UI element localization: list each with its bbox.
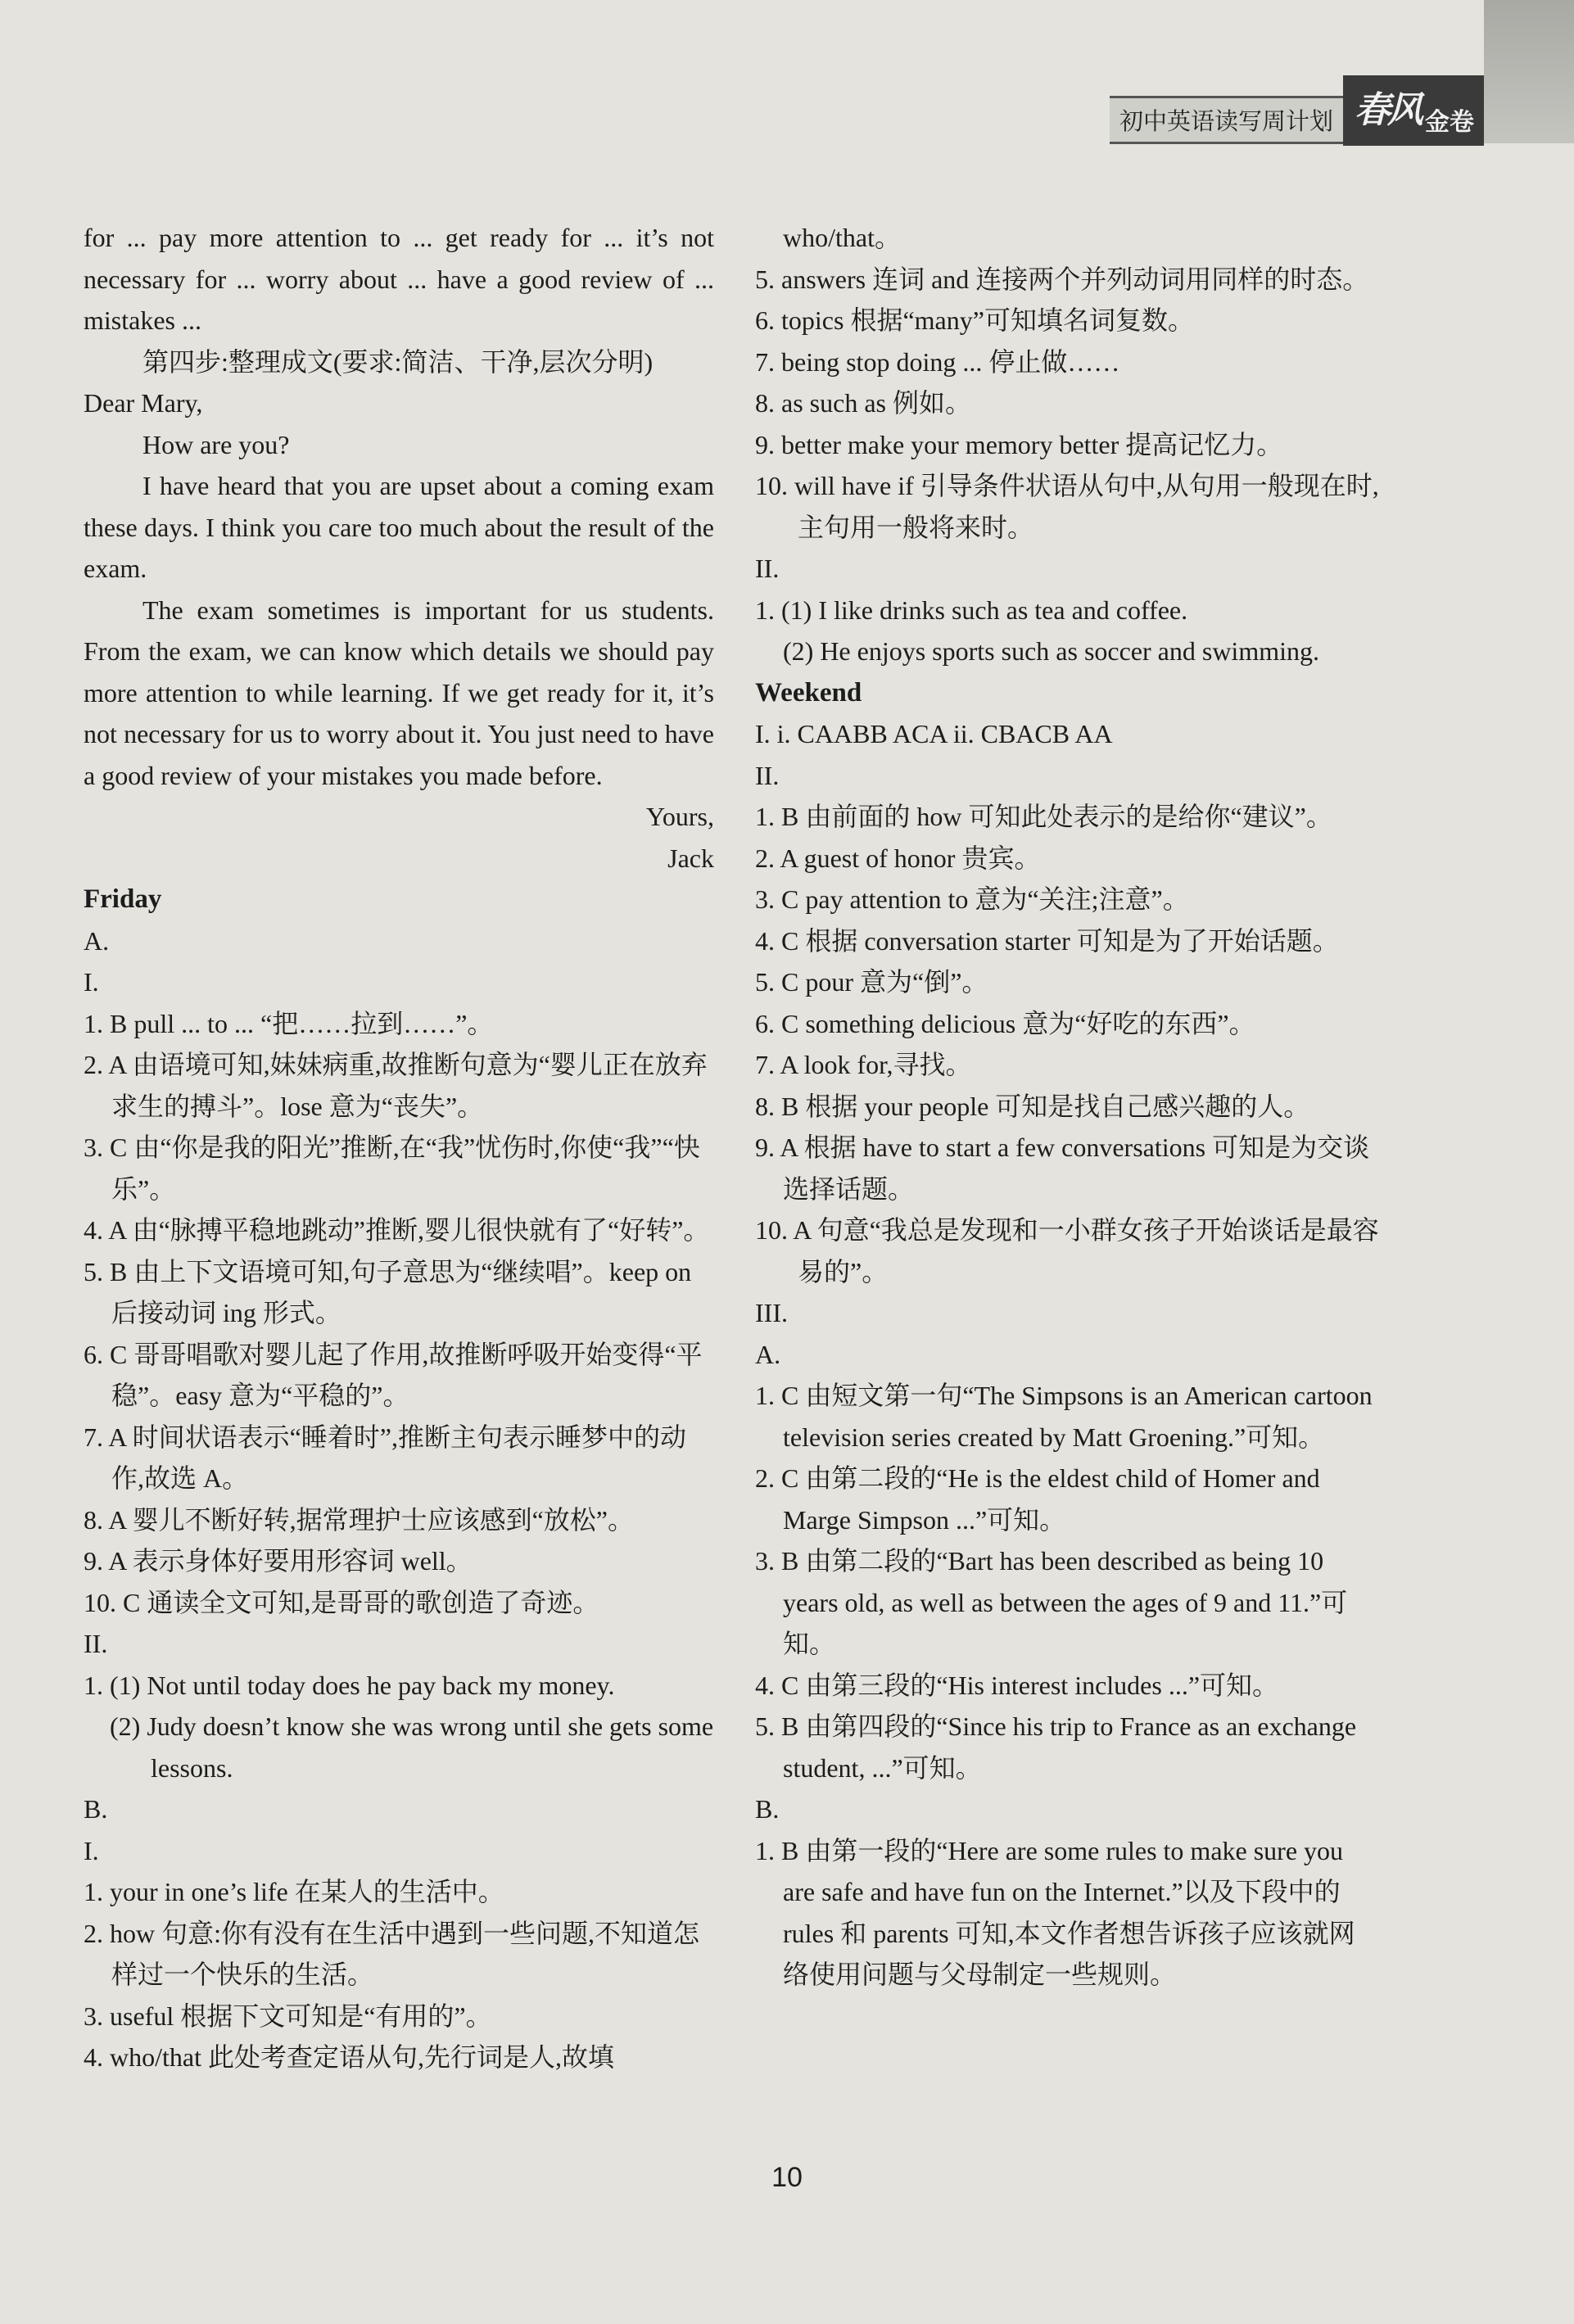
text-line: 8. B 根据 your people 可知是找自己感兴趣的人。: [755, 1091, 1310, 1121]
series-title: 初中英语读写周计划: [1110, 96, 1343, 144]
text-line: 10. C 通读全文可知,是哥哥的歌创造了奇迹。: [84, 1587, 599, 1617]
left-column: [84, 217, 714, 2078]
text-line: who/that。: [783, 223, 901, 252]
text-line: 10. will have if 引导条件状语从句中,从句用一般现在时,主句用一般将来时。: [755, 471, 1379, 542]
text-line: III.: [755, 1298, 788, 1327]
text-line: 1. B pull ... to ... “把……拉到……”。: [84, 1008, 494, 1038]
text-line: B.: [755, 1794, 780, 1824]
text-line: I.: [84, 967, 99, 997]
text-line: 4. C 根据 conversation starter 可知是为了开始话题。: [755, 925, 1339, 956]
text-line: II.: [755, 554, 780, 583]
text-line: B.: [84, 1794, 108, 1824]
text-line: (2) Judy doesn’t know she was wrong until she gets some lessons.: [110, 1711, 714, 1783]
text-line: How are you?: [142, 429, 290, 459]
text-line: Dear Mary,: [84, 388, 203, 418]
brand-logo-mark: 春风: [1355, 89, 1420, 131]
text-line: 1. (1) I like drinks such as tea and coffee.: [755, 595, 1188, 625]
text-line: 4. who/that 此处考查定语从句,先行词是人,故填: [84, 2042, 614, 2072]
text-line: I. i. CAABB ACA ii. CBACB AA: [755, 719, 1113, 748]
text-line: 9. A 根据 have to start a few conversations 可知是为交谈选择话题。: [755, 1133, 1370, 1204]
text-line: 9. A 表示身体好要用形容词 well。: [84, 1546, 473, 1576]
text-line: 2. A guest of honor 贵宾。: [755, 843, 1041, 873]
text-line: I.: [84, 1835, 99, 1865]
text-line: 7. A 时间状语表示“睡着时”,推断主句表示睡梦中的动作,故选 A。: [84, 1422, 686, 1493]
page-number: 10: [771, 2162, 803, 2193]
text-line: 3. B 由第二段的“Bart has been described as being 10 years old, as well as between the ages of 9 and 11.”可知。: [755, 1546, 1348, 1658]
page-header: [1110, 72, 1484, 146]
text-line: 3. C pay attention to 意为“关注;注意”。: [755, 884, 1189, 914]
brand-name: 金卷: [1425, 108, 1474, 137]
text-line: The exam sometimes is important for us students. From the exam, we can know which details we should pay more attention to while learning. If we get ready for it, it’s not necessary for us to worry about it. You just need to have a good review of your mistakes you made before.: [84, 595, 714, 790]
text-line: (2) He enjoys sports such as soccer and swimming.: [783, 636, 1319, 666]
text-line: Yours,: [645, 802, 714, 831]
section-heading: Friday: [84, 884, 162, 914]
text-line: 1. (1) Not until today does he pay back my money.: [84, 1670, 615, 1700]
text-line: 8. A 婴儿不断好转,据常理护士应该感到“放松”。: [84, 1504, 634, 1535]
text-line: 4. A 由“脉搏平稳地跳动”推断,婴儿很快就有了“好转”。: [84, 1215, 710, 1245]
text-line: 3. useful 根据下文可知是“有用的”。: [84, 2001, 492, 2031]
text-line: 9. better make your memory better 提高记忆力。: [755, 429, 1283, 459]
text-line: 第四步:整理成文(要求:简洁、干净,层次分明): [142, 346, 654, 377]
right-column: [755, 217, 1379, 1996]
text-line: Jack: [667, 843, 714, 873]
text-line: A.: [84, 925, 110, 956]
text-line: 1. B 由第一段的“Here are some rules to make sure you are safe and have fun on the Internet.”以及下段中的 rules 和 parents 可知,本文作者想告诉孩子应该就网络使用问题与父母制定一些规则。: [755, 1835, 1355, 1989]
text-line: 3. C 由“你是我的阳光”推断,在“我”忧伤时,你使“我”“快乐”。: [84, 1133, 700, 1204]
text-line: I have heard that you are upset about a coming exam these days. I think you care too much about the result of the exam.: [84, 471, 714, 583]
text-line: 10. A 句意“我总是发现和一小群女孩子开始谈话是最容易的”。: [755, 1215, 1379, 1286]
text-line: 8. as such as 例如。: [755, 388, 971, 418]
text-line: 7. A look for,寻找。: [755, 1050, 972, 1079]
text-line: 4. C 由第三段的“His interest includes ...”可知。: [755, 1670, 1279, 1700]
text-line: 1. C 由短文第一句“The Simpsons is an American cartoon television series created by Matt Groening.”可知。: [755, 1381, 1373, 1452]
text-line: 6. C 哥哥唱歌对婴儿起了作用,故推断呼吸开始变得“平稳”。easy 意为“平稳的”。: [84, 1339, 703, 1410]
text-line: 6. topics 根据“many”可知填名词复数。: [755, 305, 1194, 335]
brand-logo: [1343, 75, 1484, 146]
section-heading: Weekend: [755, 677, 862, 708]
text-line: A.: [755, 1339, 781, 1369]
text-line: 2. how 句意:你有没有在生活中遇到一些问题,不知道怎样过一个快乐的生活。: [84, 1918, 700, 1989]
text-line: 7. being stop doing ... 停止做……: [755, 346, 1120, 377]
text-line: II.: [755, 760, 780, 790]
text-line: 5. C pour 意为“倒”。: [755, 967, 988, 997]
text-line: for ... pay more attention to ... get ready for ... it’s not necessary for ... worry about ... have a good review of ... mistakes ...: [84, 223, 714, 335]
text-line: 5. B 由上下文语境可知,句子意思为“继续唱”。keep on 后接动词 ing 形式。: [84, 1256, 692, 1327]
text-line: 2. A 由语境可知,妹妹病重,故推断句意为“婴儿正在放弃求生的搏斗”。lose 意为“丧失”。: [84, 1050, 708, 1121]
text-line: 2. C 由第二段的“He is the eldest child of Homer and Marge Simpson ...”可知。: [755, 1463, 1320, 1535]
text-line: II.: [84, 1629, 108, 1658]
text-line: 5. answers 连词 and 连接两个并列动词用同样的时态。: [755, 264, 1369, 294]
page-edge: [1484, 0, 1574, 143]
text-line: 5. B 由第四段的“Since his trip to France as an exchange student, ...”可知。: [755, 1711, 1357, 1783]
text-line: 1. your in one’s life 在某人的生活中。: [84, 1877, 504, 1906]
text-line: 1. B 由前面的 how 可知此处表示的是给你“建议”。: [755, 802, 1332, 831]
text-line: 6. C something delicious 意为“好吃的东西”。: [755, 1008, 1255, 1038]
